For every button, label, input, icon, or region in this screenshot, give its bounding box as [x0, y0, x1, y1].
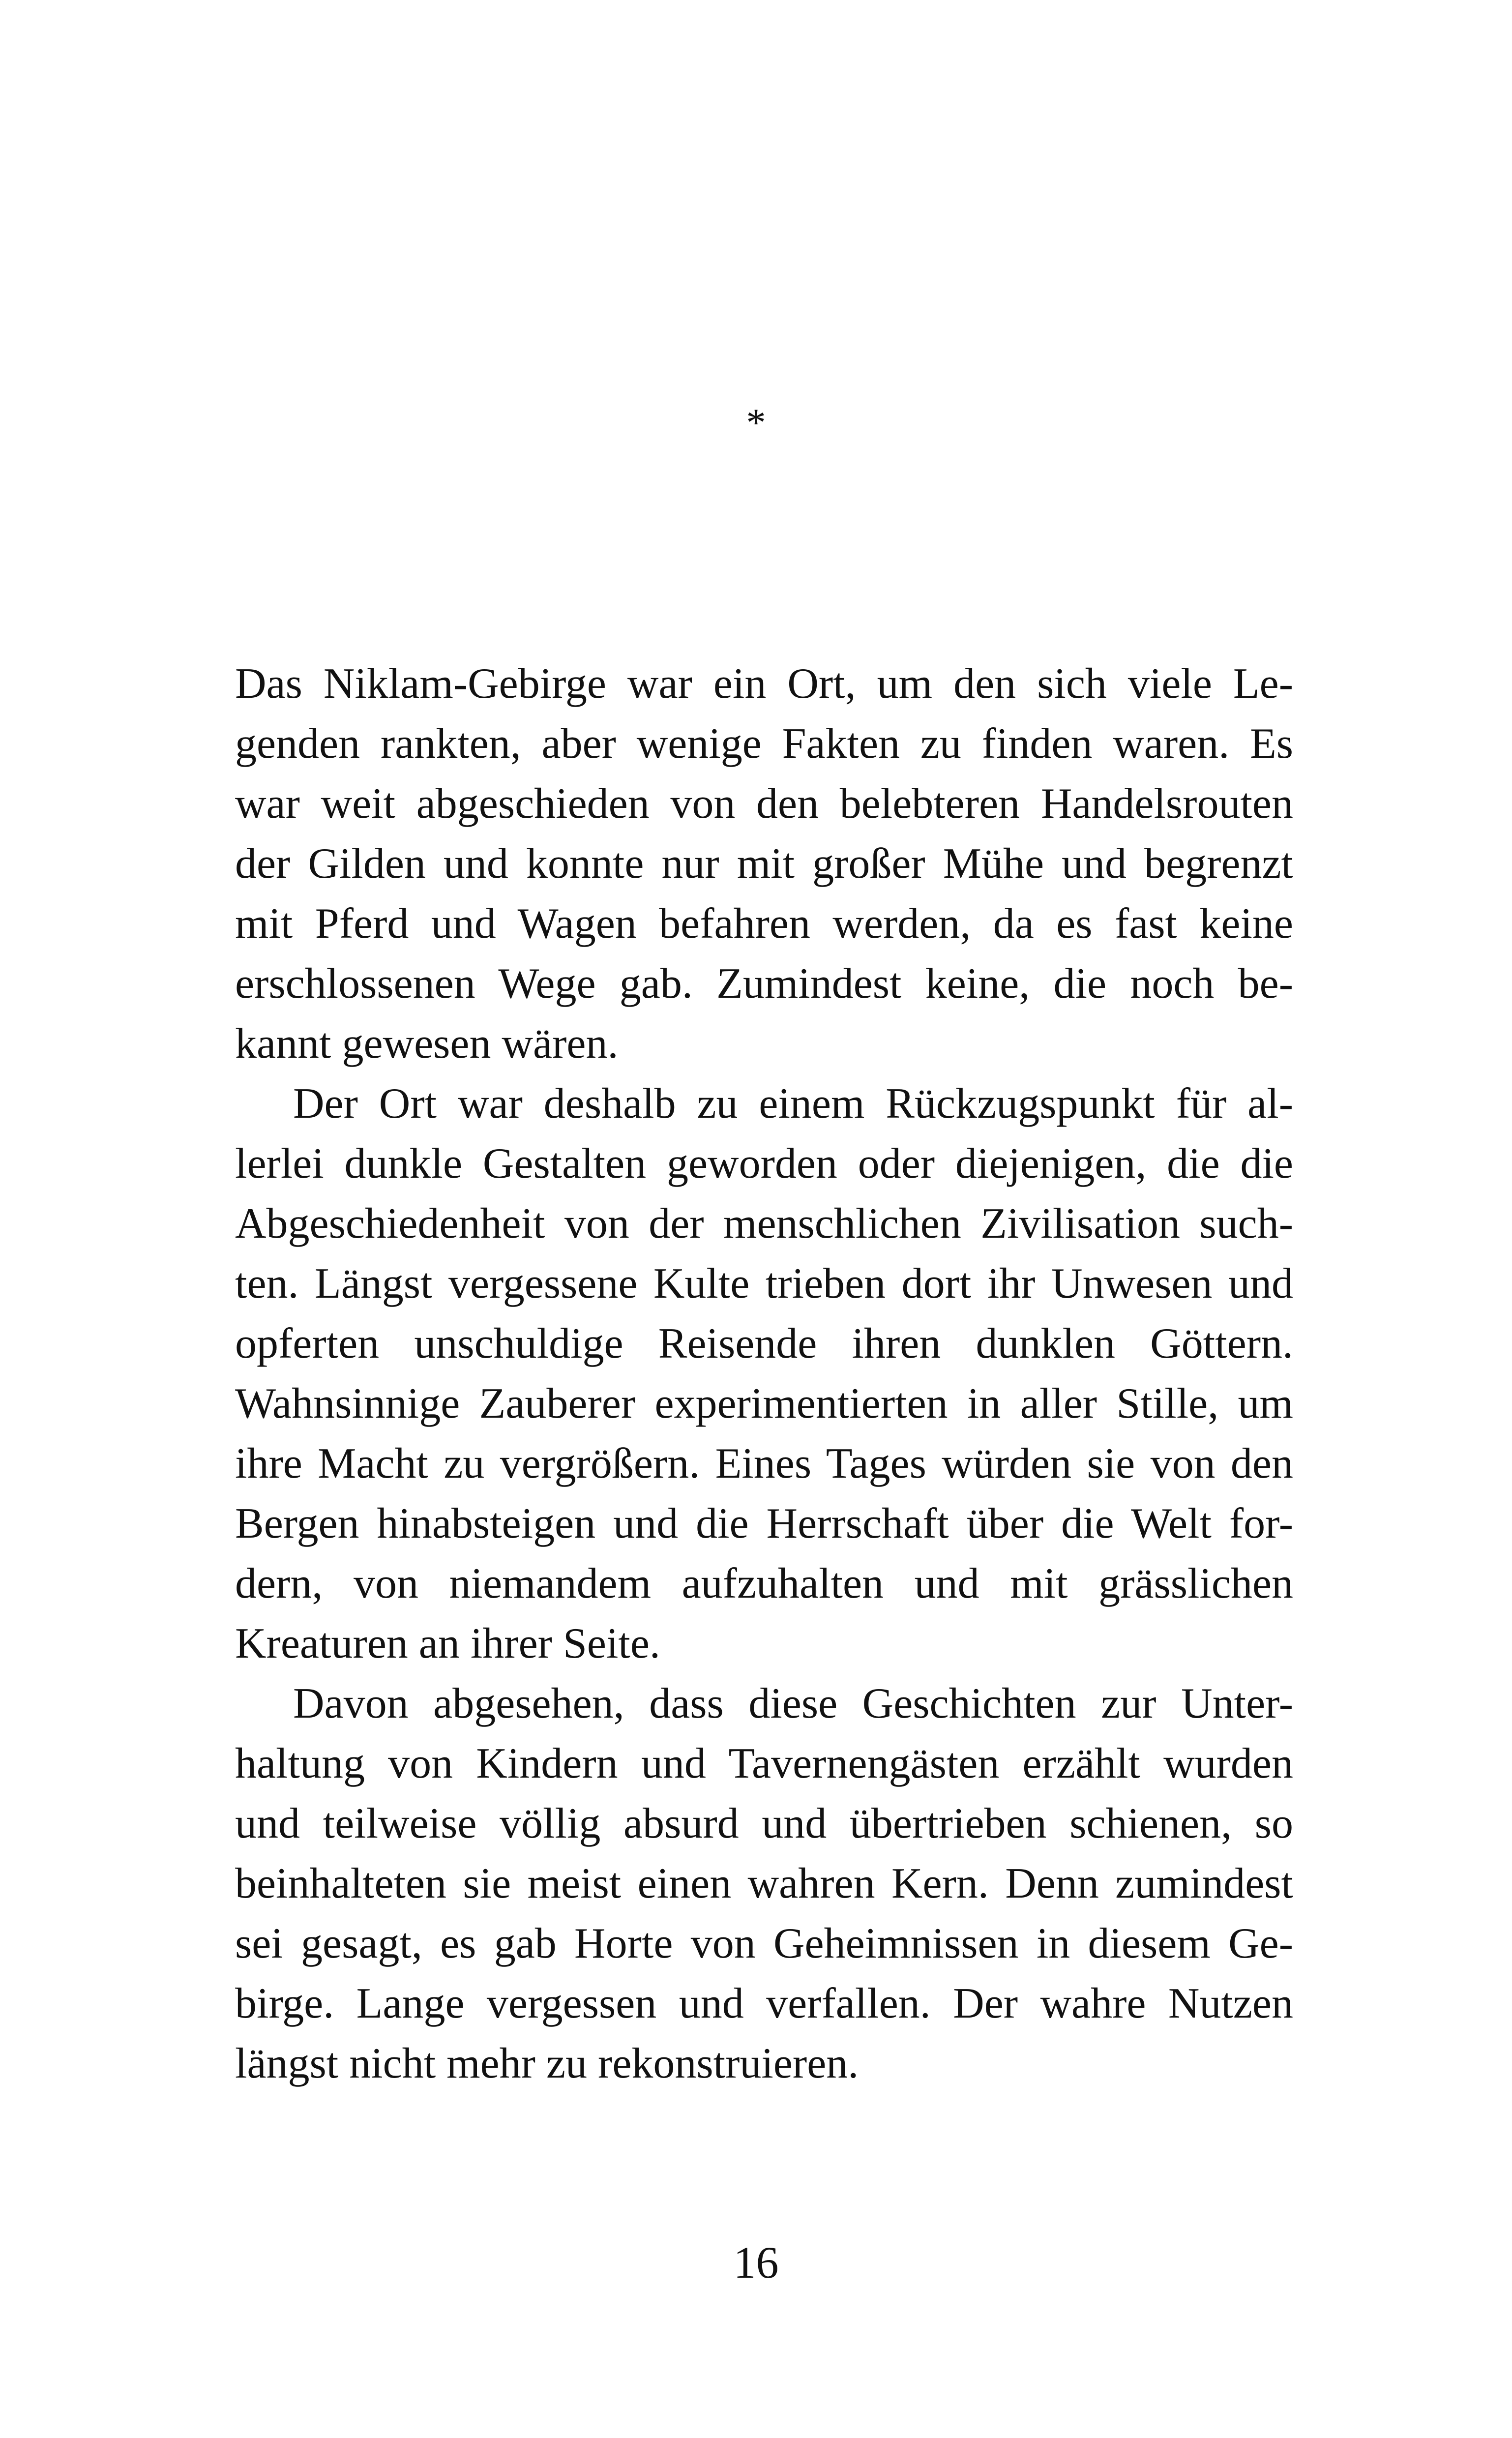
- text-line: dern, von niemandem aufzuhalten und mit grässlichen: [235, 1560, 1293, 1607]
- text-line: lerlei dunkle Gestalten geworden oder diejenigen, die die: [235, 1140, 1293, 1188]
- text-line: opferten unschuldige Reisende ihren dunklen Göttern.: [235, 1320, 1293, 1368]
- text-line: Kreaturen an ihrer Seite.: [235, 1620, 660, 1667]
- text-line: kannt gewesen wären.: [235, 1020, 619, 1068]
- text-line: beinhalteten sie meist einen wahren Kern. Denn zumindest: [235, 1860, 1293, 1907]
- text-line: und teilweise völlig absurd und übertrieben schienen, so: [235, 1800, 1293, 1847]
- text-line: sei gesagt, es gab Horte von Geheimnissen in diesem Ge-: [235, 1920, 1293, 1967]
- text-line: birge. Lange vergessen und verfallen. Der wahre Nutzen: [235, 1980, 1293, 2027]
- text-line: Bergen hinabsteigen und die Herrschaft über die Welt for-: [235, 1500, 1293, 1547]
- text-line: ihre Macht zu vergrößern. Eines Tages würden sie von den: [235, 1440, 1293, 1487]
- text-line: erschlossenen Wege gab. Zumindest keine, die noch be-: [235, 960, 1293, 1008]
- text-line: Wahnsinnige Zauberer experimentierten in aller Stille, um: [235, 1380, 1293, 1427]
- paragraph: [235, 1074, 1293, 1674]
- text-line: ten. Längst vergessene Kulte trieben dort ihr Unwesen und: [235, 1260, 1293, 1308]
- text-line: Davon abgesehen, dass diese Geschichten zur Unter-: [293, 1680, 1293, 1727]
- text-line: Abgeschiedenheit von der menschlichen Zivilisation such-: [235, 1200, 1293, 1248]
- text-line: längst nicht mehr zu rekonstruieren.: [235, 2040, 859, 2087]
- scene-break-asterisk: *: [746, 401, 766, 445]
- text-line: der Gilden und konnte nur mit großer Mühe und begrenzt: [235, 840, 1293, 888]
- text-line: Der Ort war deshalb zu einem Rückzugspunkt für al-: [293, 1080, 1293, 1128]
- paragraph: [235, 654, 1293, 1074]
- page-number: 16: [733, 2237, 779, 2288]
- text-line: war weit abgeschieden von den belebteren Handelsrouten: [235, 780, 1293, 828]
- text-line: genden rankten, aber wenige Fakten zu finden waren. Es: [235, 720, 1293, 768]
- text-line: haltung von Kindern und Tavernengästen erzählt wurden: [235, 1740, 1293, 1787]
- text-line: Das Niklam-Gebirge war ein Ort, um den sich viele Le-: [235, 660, 1293, 708]
- paragraph: [235, 1674, 1293, 2094]
- text-line: mit Pferd und Wagen befahren werden, da es fast keine: [235, 900, 1293, 948]
- body-text: [235, 654, 1293, 2094]
